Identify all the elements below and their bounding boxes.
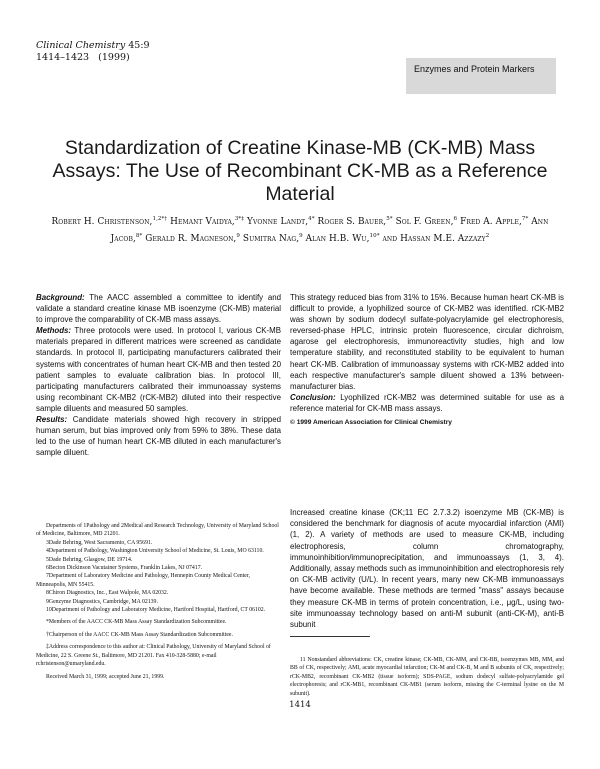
author: Hemant Vaidya, (170, 216, 235, 227)
affiliation-line: Departments of 1Pathology and 2Medical and Research Technology, University of Maryland School of Medicine, Baltimore, MD 21201. (36, 523, 279, 538)
affiliation-line: Received March 31, 1999; accepted June 21, 1999. (46, 673, 165, 680)
methods-label: Methods: (36, 326, 72, 336)
section-label: Enzymes and Protein Markers (406, 58, 556, 94)
background-label: Background: (36, 293, 85, 302)
background-text: The AACC assembled a committee to identify and validate a standard creatine kinase MB isoenzyme (CK-MB) material to improve the comparability of CK-MB mass assays. (36, 293, 281, 325)
conclusion-label: Conclusion: (290, 392, 336, 402)
author: Gerald R. Magneson, (145, 233, 237, 244)
author: and Hassan M.E. Azzazy (382, 233, 486, 244)
author-affiliation-mark: 9 (236, 232, 240, 239)
author: Sumitra Nag, (242, 233, 300, 244)
author: Alan H.B. Wu, (305, 233, 370, 244)
affiliation-line: 8Chiron Diagnostics, Inc., East Walpole, MA 02032. (46, 590, 169, 597)
author-affiliation-mark: 1,2*† (152, 216, 168, 222)
affiliation-line: *Members of the AACC CK-MB Mass Assay Standardization Subcommittee. (46, 619, 227, 626)
author-affiliation-mark: 3*‡ (234, 216, 245, 222)
journal-pages: 1414–1423 (36, 52, 90, 63)
author-affiliation-mark: 9 (299, 232, 303, 239)
author: Sol F. Green, (395, 216, 454, 227)
results-label: Results: (36, 415, 68, 425)
abstract-right (290, 292, 564, 428)
footnote (290, 656, 564, 698)
affiliation-line: 10Department of Pathology and Laboratory Medicine, Hartford Hospital, Hartford, CT 06102. (46, 607, 266, 614)
results-continued: This strategy reduced bias from 31% to 15%. Because human heart CK-MB is difficult to provide, a lyophilized source of CK-MB2 was identified. rCK-MB2 was shown by sodium dodecyl sulfate-polyacrylamide gel electrophoresis, reversed-phase HPLC, intrinsic protein fluorescence, circular dichroism, agarose gel electrophoresis, immunoreactivity studies, high and low temperature stability, and reconstituted stability to be equivalent to human heart CK-MB. Calibration of immunoassay systems with rCK-MB2 added into each respective manufacturer's sample diluent showed a 13% between-manufacturer bias. (290, 293, 564, 391)
journal-volume: 45:9 (128, 40, 150, 51)
abstract-left (36, 292, 281, 458)
affiliation-line: 4Department of Pathology, Washington University School of Medicine, St. Louis, MO 63110. (46, 548, 264, 555)
methods-text: Three protocols were used. In protocol I, various CK-MB materials prepared in different matrices were screened as candidate standards. In protocol II, participating manufacturers calibrated their systems with concentrates of human heart CK-MB and then tested 20 patient samples to evaluate calibration bias. In protocol III, participating manufacturers calibrated their immunoassay systems using recombinant CK-MB2 (rCK-MB2) diluted into their respective sample diluents and measured 50 samples. (36, 326, 281, 413)
author-affiliation-mark: 10* (369, 232, 380, 239)
journal-name: Clinical Chemistry (36, 40, 126, 51)
results-text: Candidate materials showed high recovery in stripped human serum, but bias improved only from 59% to 38%. These data led to the use of human heart CK-MB diluted in each manufacturer's sample diluent. (36, 415, 281, 458)
author-list (36, 212, 564, 246)
author-affiliation-mark: 5* (386, 216, 393, 222)
author: Ann Jacob, (110, 216, 549, 244)
footnote-abbreviations: 11 Nonstandard abbreviations: CK, creatine kinase; CK-MB, CK-MM, and CK-BB, isoenzymes MB, MM, and BB of CK, respectively; AMI, acute myocardial infarction; CK-M and CK-B, M and B subunits of CK, respectively; rCK-MB2, recombinant CK-MB2 (tissue isoform); SDS-PAGE, sodium dodecyl sulfate-polyacrylamide gel electrophoresis; and rCK-MB1, recombinant CK-MB1 (serum isoform, missing the C-terminal lysine on the M subunit). (290, 657, 564, 697)
conclusion-text: Lyophilized rCK-MB2 was determined suitable for use as a reference material for CK-MB mass assays. (290, 392, 564, 413)
journal-citation (36, 40, 296, 64)
affiliation-line: †Chairperson of the AACC CK-MB Mass Assay Standardization Subcommittee. (46, 631, 233, 638)
author: Fred A. Apple, (460, 216, 522, 227)
affiliation-line: 3Dade Behring, West Sacramento, CA 95691. (46, 539, 153, 546)
author: Yvonne Landt, (247, 216, 309, 227)
author-affiliation-mark: 4* (308, 216, 315, 222)
affiliation-line: ‡Address correspondence to this author at: Clinical Pathology, University of Maryland School of Medicine, 22 S. Greene St., Baltimore, MD 21201. Fax 410-328-5880; e-mail rchristenson@umaryland.edu. (36, 644, 271, 668)
affiliation-line: 7Department of Laboratory Medicine and Pathology, Hennepin County Medical Center, Minneapolis, MN 55415. (36, 573, 250, 588)
author: Robert H. Christenson, (51, 216, 153, 227)
affiliation-line: 6Becton Dickinson Vacutainer Systems, Franklin Lakes, NJ 07417. (46, 565, 203, 572)
author-affiliation-mark: 8* (135, 232, 143, 239)
copyright: © 1999 American Association for Clinical Chemistry (290, 419, 452, 427)
footnote-divider (290, 636, 370, 637)
page-number: 1414 (289, 700, 311, 710)
author-affiliation-mark: 2 (485, 232, 490, 239)
author-affiliation-mark: 6 (453, 216, 458, 222)
affiliations (36, 522, 281, 681)
affiliation-line: 9Genzyme Diagnostics, Cambridge, MA 02139. (46, 598, 158, 605)
author-affiliation-mark: 7* (521, 216, 529, 222)
author: Roger S. Bauer, (317, 216, 387, 227)
journal-year: (1999) (98, 52, 130, 63)
affiliation-line: 5Dade Behring, Glasgow, DE 19714. (46, 556, 133, 563)
article-title: Standardization of Creatine Kinase-MB (CK-MB) Mass Assays: The Use of Recombinant CK-MB as a Reference Material (52, 137, 548, 205)
introduction-text: Increased creatine kinase (CK;11 EC 2.7.3.2) isoenzyme MB (CK-MB) is considered the benchmark for diagnosis of acute myocardial infarction (AMI) (1, 2). A variety of methods are used to measure CK-MB, including electrophoresis, column chromatography, immunoinhibition/immunoprecipitation, and immunoassays (1, 3, 4). Additionally, assay methods such as immunoinhibition and electrophoresis rely on CK-MB activity (U/L). In recent years, many new CK-MB immunoassays have become available. These methods are termed "mass" assays because they measure CK-MB in terms of protein concentration, i.e., μg/L, using two-site immunoassay technology based on anti-M subunit (anti-CK-M), anti-B subunit (290, 508, 564, 630)
